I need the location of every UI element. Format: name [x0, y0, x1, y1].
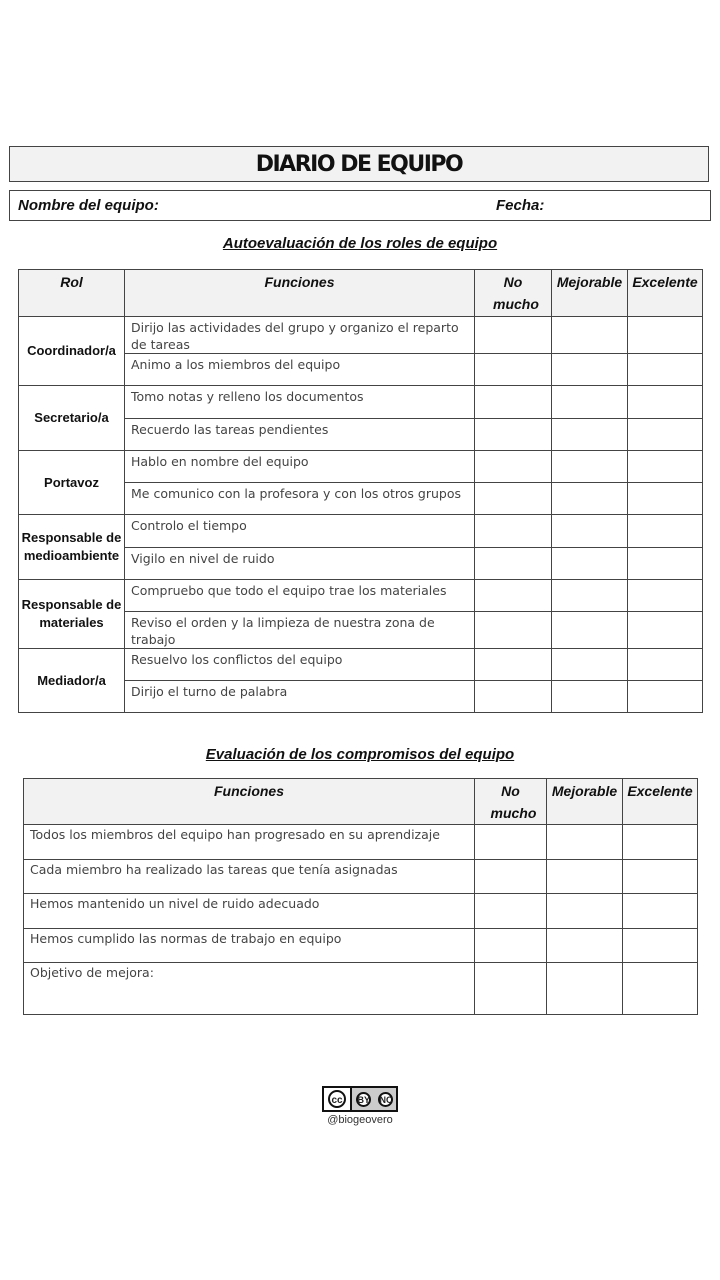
table-row — [24, 963, 698, 1015]
col-header-funciones: Funciones — [24, 779, 475, 825]
rating-cell-excelente[interactable] — [623, 963, 698, 1015]
role-function: Tomo notas y relleno los documentos — [125, 386, 475, 419]
rating-cell-excelente[interactable] — [628, 451, 703, 483]
by-icon: BY — [356, 1092, 371, 1107]
rating-cell-excelente[interactable] — [628, 649, 703, 681]
col-header-funciones: Funciones — [125, 270, 475, 317]
rating-cell-mejorable[interactable] — [547, 963, 623, 1015]
col-header-mejorable: Mejorable — [547, 779, 623, 825]
role-function: Dirijo el turno de palabra — [125, 681, 475, 713]
commitment-item: Hemos mantenido un nivel de ruido adecuado — [24, 894, 475, 929]
rating-cell-no-mucho[interactable] — [475, 612, 552, 649]
role-function: Me comunico con la profesora y con los otros grupos — [125, 483, 475, 515]
rating-cell-mejorable[interactable] — [552, 451, 628, 483]
rating-cell-no-mucho[interactable] — [475, 317, 552, 354]
rating-cell-mejorable[interactable] — [552, 419, 628, 451]
nc-icon: NC — [378, 1092, 393, 1107]
rating-cell-no-mucho[interactable] — [475, 580, 552, 612]
roles-section-title: Autoevaluación de los roles de equipo — [222, 235, 498, 252]
rating-cell-mejorable[interactable] — [552, 354, 628, 386]
commitments-section-title: Evaluación de los compromisos del equipo — [205, 746, 515, 763]
table-row — [24, 825, 698, 860]
rating-cell-mejorable[interactable] — [552, 483, 628, 515]
rating-cell-no-mucho[interactable] — [475, 419, 552, 451]
rating-cell-no-mucho[interactable] — [475, 894, 547, 929]
table-row — [24, 894, 698, 929]
rating-cell-mejorable[interactable] — [547, 825, 623, 860]
rating-cell-no-mucho[interactable] — [475, 649, 552, 681]
rating-cell-excelente[interactable] — [628, 317, 703, 354]
rating-cell-no-mucho[interactable] — [475, 825, 547, 860]
col-header-no-mucho: No mucho — [475, 270, 552, 317]
author-handle: @biogeovero — [327, 1114, 393, 1126]
rating-cell-excelente[interactable] — [628, 483, 703, 515]
table-row — [19, 580, 703, 612]
team-info-box — [9, 190, 711, 221]
table-row — [19, 649, 703, 681]
role-function: Animo a los miembros del equipo — [125, 354, 475, 386]
rating-cell-excelente[interactable] — [628, 580, 703, 612]
rating-cell-excelente[interactable] — [628, 515, 703, 548]
commitment-item: Cada miembro ha realizado las tareas que tenía asignadas — [24, 860, 475, 894]
commitment-item: Hemos cumplido las normas de trabajo en equipo — [24, 929, 475, 963]
rating-cell-mejorable[interactable] — [552, 386, 628, 419]
col-header-no-mucho: No mucho — [475, 779, 547, 825]
role-function: Controlo el tiempo — [125, 515, 475, 548]
role-function: Hablo en nombre del equipo — [125, 451, 475, 483]
rating-cell-excelente[interactable] — [623, 860, 698, 894]
rating-cell-no-mucho[interactable] — [475, 963, 547, 1015]
col-header-excelente: Excelente — [628, 270, 703, 317]
rating-cell-mejorable[interactable] — [547, 860, 623, 894]
rating-cell-excelente[interactable] — [628, 354, 703, 386]
role-function: Reviso el orden y la limpieza de nuestra zona de trabajo — [125, 612, 475, 649]
title-box — [9, 146, 709, 182]
rating-cell-mejorable[interactable] — [552, 317, 628, 354]
rating-cell-excelente[interactable] — [623, 825, 698, 860]
table-row — [19, 386, 703, 419]
date-label: Fecha: — [496, 197, 545, 214]
rating-cell-no-mucho[interactable] — [475, 548, 552, 580]
rating-cell-no-mucho[interactable] — [475, 386, 552, 419]
rating-cell-mejorable[interactable] — [552, 515, 628, 548]
rating-cell-mejorable[interactable] — [547, 929, 623, 963]
rating-cell-no-mucho[interactable] — [475, 929, 547, 963]
table-row — [19, 451, 703, 483]
rating-cell-mejorable[interactable] — [547, 894, 623, 929]
rating-cell-excelente[interactable] — [628, 419, 703, 451]
rating-cell-mejorable[interactable] — [552, 612, 628, 649]
rating-cell-excelente[interactable] — [628, 548, 703, 580]
roles-table — [18, 269, 703, 713]
table-row — [19, 515, 703, 548]
rating-cell-no-mucho[interactable] — [475, 515, 552, 548]
role-function: Dirijo las actividades del grupo y organizo el reparto de tareas — [125, 317, 475, 354]
rating-cell-mejorable[interactable] — [552, 649, 628, 681]
role-name: Coordinador/a — [19, 317, 125, 386]
rating-cell-excelente[interactable] — [623, 894, 698, 929]
role-function: Resuelvo los conflictos del equipo — [125, 649, 475, 681]
table-row — [24, 929, 698, 963]
commitments-table — [23, 778, 698, 1015]
role-name: Secretario/a — [19, 386, 125, 451]
col-header-rol: Rol — [19, 270, 125, 317]
team-name-label: Nombre del equipo: — [18, 197, 159, 214]
table-row — [19, 317, 703, 354]
role-name: Responsable de medioambiente — [19, 515, 125, 580]
rating-cell-excelente[interactable] — [623, 929, 698, 963]
role-name: Mediador/a — [19, 649, 125, 713]
rating-cell-no-mucho[interactable] — [475, 483, 552, 515]
rating-cell-mejorable[interactable] — [552, 681, 628, 713]
cc-icon: cc — [328, 1090, 346, 1108]
rating-cell-excelente[interactable] — [628, 386, 703, 419]
commitment-item: Todos los miembros del equipo han progresado en su aprendizaje — [24, 825, 475, 860]
rating-cell-excelente[interactable] — [628, 612, 703, 649]
cc-license-logo — [322, 1086, 398, 1112]
col-header-mejorable: Mejorable — [552, 270, 628, 317]
role-function: Vigilo en nivel de ruido — [125, 548, 475, 580]
rating-cell-excelente[interactable] — [628, 681, 703, 713]
rating-cell-no-mucho[interactable] — [475, 860, 547, 894]
role-function: Compruebo que todo el equipo trae los materiales — [125, 580, 475, 612]
rating-cell-no-mucho[interactable] — [475, 681, 552, 713]
col-header-excelente: Excelente — [623, 779, 698, 825]
commitment-item: Objetivo de mejora: — [24, 963, 475, 1015]
table-row — [24, 860, 698, 894]
rating-cell-no-mucho[interactable] — [475, 451, 552, 483]
role-name: Responsable de materiales — [19, 580, 125, 649]
role-name: Portavoz — [19, 451, 125, 515]
role-function: Recuerdo las tareas pendientes — [125, 419, 475, 451]
rating-cell-mejorable[interactable] — [552, 548, 628, 580]
page-title: DIARIO DE EQUIPO — [255, 151, 463, 177]
rating-cell-no-mucho[interactable] — [475, 354, 552, 386]
rating-cell-mejorable[interactable] — [552, 580, 628, 612]
